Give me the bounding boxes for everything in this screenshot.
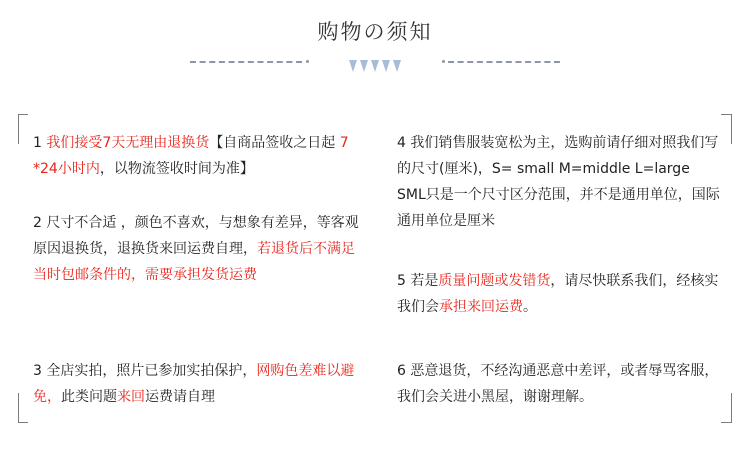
notice-1-highlight-return-policy: 我们接受7天无理由退换货 xyxy=(46,135,210,151)
frame-corner-top-right-h xyxy=(721,114,731,115)
frame-corner-top-left-h xyxy=(18,114,28,115)
frame-corner-bottom-left-h xyxy=(18,422,28,423)
notice-6 xyxy=(397,358,722,410)
notice-2-text: 2 尺寸不合适 ，颜色不喜欢，与想象有差异，等客观原因退换货，退换货来回运费自理， xyxy=(33,215,359,257)
notice-5-text-a: 5 若是 xyxy=(397,273,439,289)
notice-1-text-b: ，以物流签收时间为准】 xyxy=(99,161,254,177)
notice-2-highlight-shipping: 若退货后不满足当时包邮条件的，需要承担发货运费 xyxy=(33,241,355,283)
notice-5-text-c: 。 xyxy=(523,299,537,315)
decorative-divider-left xyxy=(190,61,302,63)
notice-5-text-b: ，请尽快联系我们，经核实我们会 xyxy=(397,273,719,315)
notice-6-text: 6 恶意退货，不经沟通恶意中差评，或者辱骂客服，我们会关进小黑屋，谢谢理解。 xyxy=(397,363,719,405)
notice-3-text-b: 此类问题 xyxy=(61,389,117,405)
notice-1-highlight-hours: 7 *24小时内 xyxy=(33,135,349,177)
decorative-dot-left xyxy=(306,60,309,63)
frame-corner-bottom-right-h xyxy=(721,422,731,423)
notice-5-highlight-freight: 承担来回运费 xyxy=(439,299,523,315)
notice-1-text-a: 【自商品签收之日起 xyxy=(209,135,340,151)
notice-5-highlight-quality: 质量问题或发错货 xyxy=(438,273,551,289)
frame-corner-top-left xyxy=(18,114,19,144)
notice-4 xyxy=(397,130,722,234)
decorative-divider-right xyxy=(448,61,560,63)
notice-4-text: 4 我们销售服装宽松为主，选购前请仔细对照我们写的尺寸(厘米)，S= small M=middle L=large SML只是一个尺寸区分范围，并不是通用单位，国际通用单位是厘米 xyxy=(397,135,720,229)
notice-3-text-a: 3 全店实拍，照片已参加实拍保护， xyxy=(33,363,257,379)
notice-3-text-c: 运费请自理 xyxy=(145,389,215,405)
notice-1 xyxy=(33,130,363,182)
notice-2 xyxy=(33,210,363,288)
frame-corner-bottom-right xyxy=(731,393,732,423)
frame-corner-bottom-left xyxy=(18,393,19,423)
page-title: 购物の须知 xyxy=(317,20,433,44)
notice-3-highlight-roundtrip: 来回 xyxy=(117,389,145,405)
notice-3-highlight-color: 网购色差难以避免， xyxy=(33,363,355,405)
notice-5 xyxy=(397,268,722,320)
notice-3 xyxy=(33,358,363,410)
notice-1-number: 1 xyxy=(33,135,47,151)
triangle-ornament-icon xyxy=(349,60,401,74)
decorative-dot-right xyxy=(442,60,445,63)
frame-corner-top-right xyxy=(731,114,732,144)
